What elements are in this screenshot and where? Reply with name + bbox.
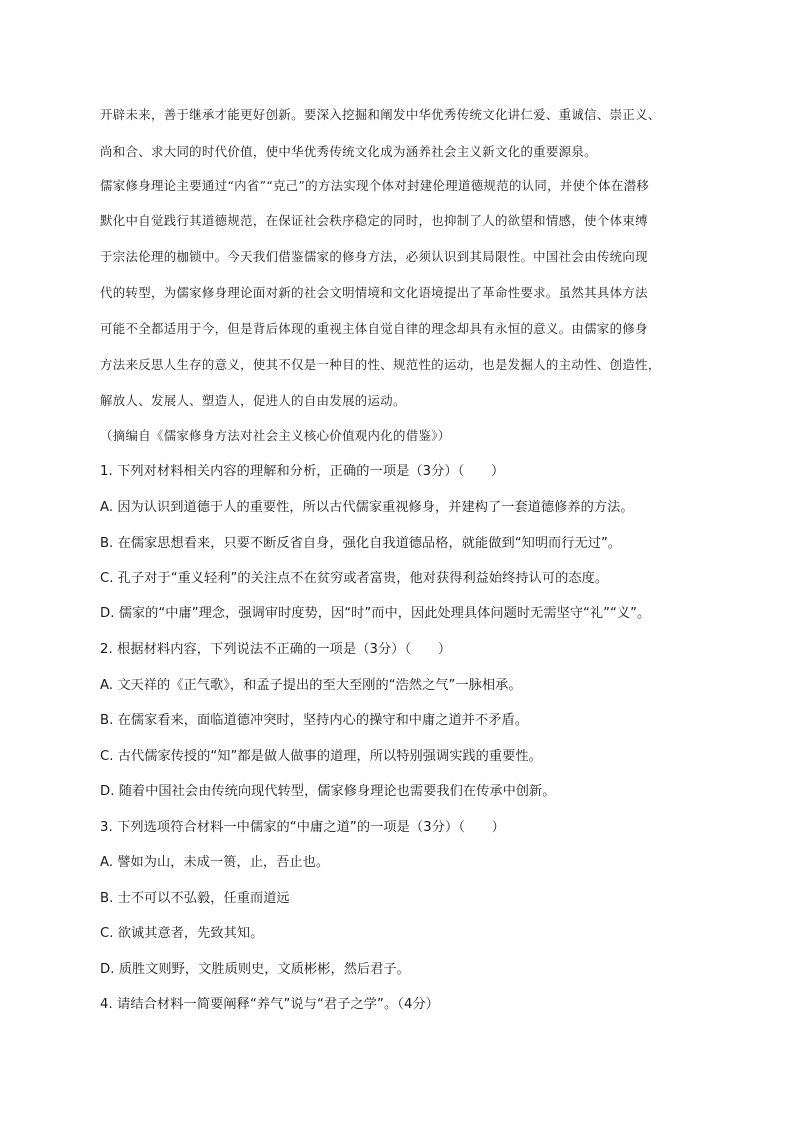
question-option: B. 在儒家思想看来，只要不断反省自身，强化自我道德品格，就能做到“知明而行无过”。 bbox=[100, 536, 622, 551]
question-option: D. 质胜文则野，文胜质则史，文质彬彬，然后君子。 bbox=[100, 962, 410, 977]
passage-source: （摘编自《儒家修身方法对社会主义核心价值观内化的借鉴》） bbox=[100, 428, 451, 443]
question-option: C. 欲诚其意者，先致其知。 bbox=[100, 926, 264, 941]
question-option: C. 古代儒家传授的“知”都是做人做事的道理，所以特别强调实践的重要性。 bbox=[100, 749, 542, 764]
question-option: A. 文天祥的《正气歌》，和孟子提出的至大至刚的“浩然之气”一脉相承。 bbox=[100, 678, 522, 693]
passage-line: 可能不全都适用于今，但是背后体现的重视主体自觉自律的理念却具有永恒的意义。由儒家的修身 bbox=[100, 321, 648, 336]
passage-line: 于宗法伦理的枷锁中。今天我们借鉴儒家的修身方法，必须认识到其局限性。中国社会由传统向现 bbox=[100, 249, 648, 264]
question-option: C. 孔子对于“重义轻利”的关注点不在贫穷或者富贵，他对获得利益始终持认可的态度。 bbox=[100, 571, 609, 586]
question-stem: 2. 根据材料内容，下列说法不正确的一项是（3分）（ ） bbox=[100, 642, 452, 657]
question-stem: 4. 请结合材料一简要阐释“养气”说与“君子之学”。（4分） bbox=[100, 997, 440, 1012]
question-option: A. 譬如为山，未成一篑，止，吾止也。 bbox=[100, 855, 330, 870]
question-option: B. 士不可以不弘毅，任重而道远 bbox=[100, 891, 290, 906]
question-stem: 1. 下列对材料相关内容的理解和分析，正确的一项是（3分）（ ） bbox=[100, 464, 505, 479]
question-option: A. 因为认识到道德于人的重要性，所以古代儒家重视修身，并建构了一套道德修养的方法。 bbox=[100, 500, 634, 515]
question-stem: 3. 下列选项符合材料一中儒家的“中庸之道”的一项是（3分）（ ） bbox=[100, 820, 505, 835]
passage-line: 尚和合、求大同的时代价值，使中华优秀传统文化成为涵养社会主义新文化的重要源泉。 bbox=[100, 144, 597, 159]
passage-line: 默化中自觉践行其道德规范，在保证社会秩序稳定的同时，也抑制了人的欲望和情感，使个体束缚 bbox=[100, 213, 648, 228]
passage-line: 解放人、发展人、塑造人，促进人的自由发展的运动。 bbox=[100, 393, 406, 408]
question-option: B. 在儒家看来，面临道德冲突时，坚持内心的操守和中庸之道并不矛盾。 bbox=[100, 713, 528, 728]
passage-line: 开辟未来，善于继承才能更好创新。要深入挖掘和阐发中华优秀传统文化讲仁爱、重诚信、崇正义、 bbox=[100, 107, 661, 122]
passage-line: 代的转型，为儒家修身理论面对新的社会文明情境和文化语境提出了革命性要求。虽然其具体方法 bbox=[100, 285, 648, 300]
question-option: D. 儒家的“中庸”理念，强调审时度势，因“时”而中，因此处理具体问题时无需坚守“礼”“义”。 bbox=[100, 606, 651, 621]
passage-line: 方法来反思人生存的意义，使其不仅是一种目的性、规范性的运动，也是发掘人的主动性、创造性， bbox=[100, 357, 661, 372]
passage-line: 儒家修身理论主要通过“内省”“克己”的方法实现个体对封建伦理道德规范的认同，并使个体在潜移 bbox=[100, 178, 650, 193]
question-option: D. 随着中国社会由传统向现代转型，儒家修身理论也需要我们在传承中创新。 bbox=[100, 784, 556, 799]
